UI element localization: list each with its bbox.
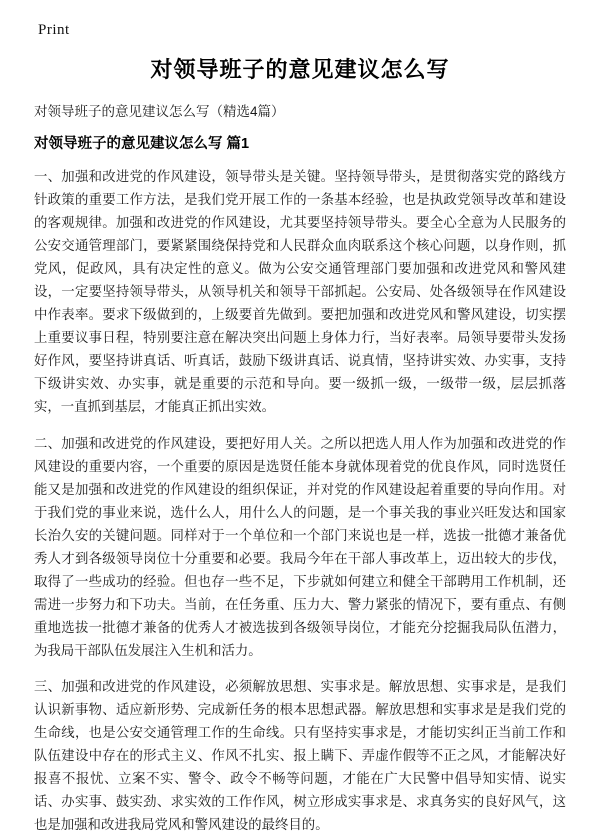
page-title: 对领导班子的意见建议怎么写 xyxy=(150,57,450,82)
body-paragraph: 二、加强和改进党的作风建设，要把好用人关。之所以把选人用人作为加强和改进党的作风建设的重要内容，一个重要的原因是选贤任能本身就体现着党的优良作风，同时选贤任能又是加强和改进党的作风建设的组织保证，并对党的作风建设起着重要的导向作用。对于我们党的事业来说，选什么人，用什么人的问题，是一个事关我的事业兴旺发达和国家长治久安的关键问题。同样对于一个单位和一个部门来说也是一样，选拔一批德才兼备优秀人才到各级领导岗位十分重要和必要。我局今年在干部人事改革上，迈出较大的步伐，取得了一些成功的经验。但也存一些不足，下步就如何建立和健全干部聘用工作机制，还需进一步努力和下功夫。当前，在任务重、压力大、警力紧张的情况下，要有重点、有侧重地选拔一批德才兼备的优秀人才被选拔到各级领导岗位，才能充分挖掘我局队伍潜力，为我局干部队伍发展注入生机和活力。 xyxy=(34,435,566,658)
print-label: Print xyxy=(38,22,70,38)
section-heading: 对领导班子的意见建议怎么写 篇1 xyxy=(34,136,250,152)
document-subtitle: 对领导班子的意见建议怎么写（精选4篇） xyxy=(34,104,285,119)
body-paragraph: 一、加强和改进党的作风建设，领导带头是关键。坚持领导带头，是贯彻落实党的路线方针政策的重要工作方法，是我们党开展工作的一条基本经验，也是执政党领导改革和建设的客观规律。加强和改进党的作风建设，尤其要坚持领导带头。要全心全意为人民服务的公安交通管理部门，要紧紧围绕保持党和人民群众血肉联系这个核心问题，以身作则，抓党风，促政风，具有决定性的意义。做为公安交通管理部门要加强和改进党风和警风建设，一定要坚持领导带头，从领导机关和领导干部抓起。公安局、处各级领导在作风建设中作表率。要求下级做到的，上级要首先做到。要把加强和改进党风和警风建设，切实摆上重要议事日程，特别要注意在解决突出问题上身体力行，当好表率。局领导要带头发扬好作风，要坚持讲真话、听真话，鼓励下级讲真话、说真情，坚持讲实效、办实事，支持下级讲实效、办实事，就是重要的示范和导向。要一级抓一级，一级带一级，层层抓落实，一直抓到基层，才能真正抓出实效。 xyxy=(34,169,566,415)
body-paragraph: 三、加强和改进党的作风建设，必须解放思想、实事求是。解放思想、实事求是，是我们认识新事物、适应新形势、完成新任务的根本思想武器。解放思想和实事求是是我们党的生命线，也是公安交通管理工作的生命线。只有坚持实事求是，才能切实纠正当前工作和队伍建设中存在的形式主义、作风不扎实、报上瞒下、弄虚作假等不正之风，才能解决好报喜不报忧、立案不实、警令、政令不畅等问题，才能在广大民警中倡导知实情、说实话、办实事、鼓实劲、求实效的工作作风，树立形成实事求是、求真务实的良好风气，这也是加强和改进我局党风和警风建设的最终目的。 xyxy=(34,678,566,833)
